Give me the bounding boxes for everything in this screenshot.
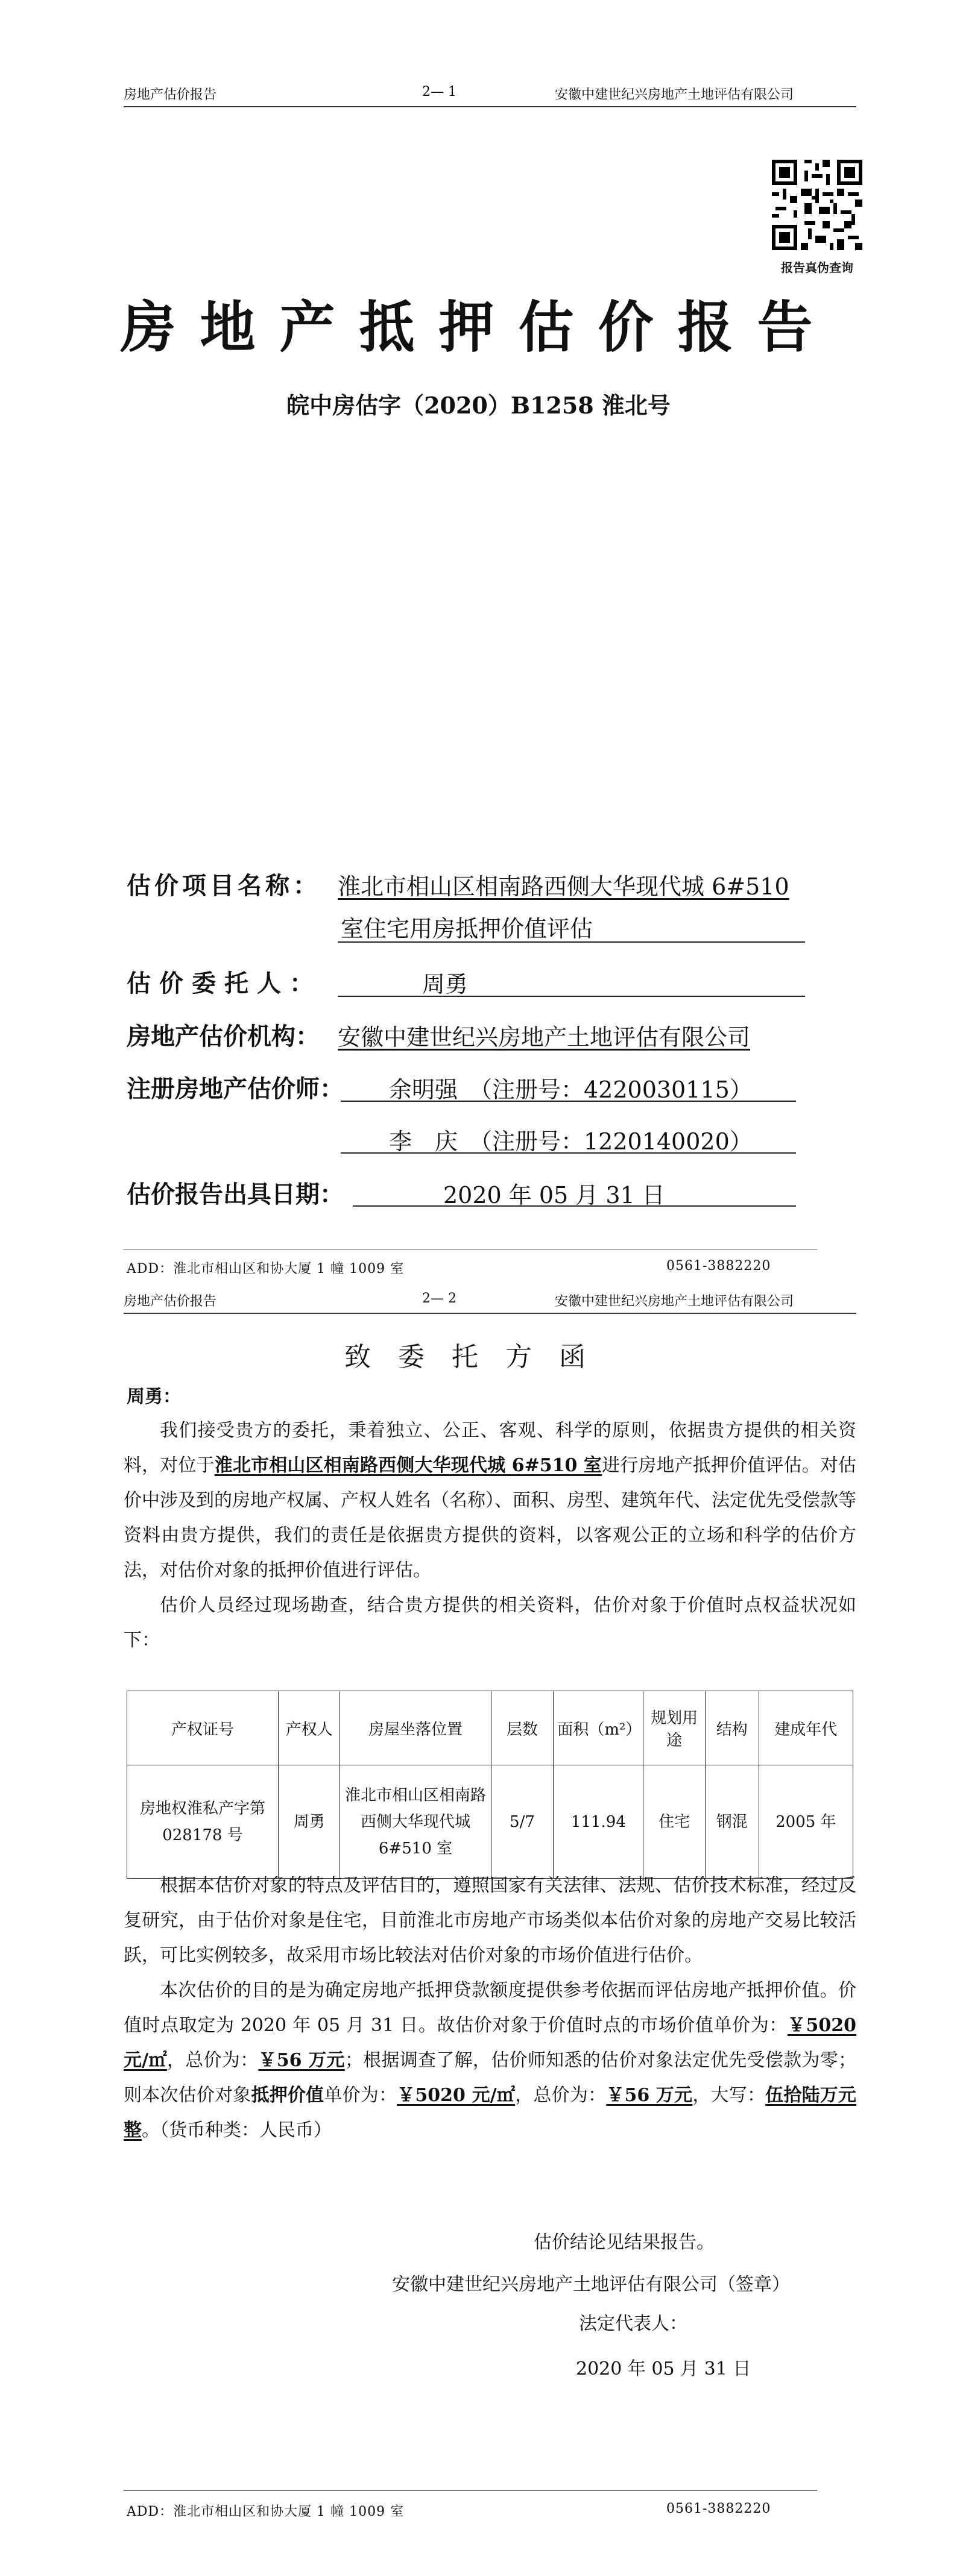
appraiser-1: 余明强 （注册号：4220030115） [389, 1076, 753, 1103]
para4-text-e: 单价为： [324, 2085, 397, 2106]
table-cell: 周勇 [278, 1765, 340, 1879]
appraiser-label: 注册房地产估价师： [127, 1075, 344, 1103]
page2-footer-phone: 0561-3882220 [666, 2501, 771, 2516]
col-header: 规划用途 [643, 1691, 706, 1765]
paragraph-1 [124, 1413, 856, 1658]
qr-label: 报告真伪查询 [781, 260, 853, 275]
page2-header-left: 房地产估价报告 [124, 1294, 217, 1309]
para4-text-f: ，总价为： [515, 2085, 607, 2106]
page1-header-left: 房地产估价报告 [124, 87, 217, 102]
page2-header-right: 安徽中建世纪兴房地产土地评估有限公司 [555, 1294, 794, 1309]
page1-header-page: 2— 1 [422, 84, 456, 99]
report-title: 房地产抵押估价报告 [120, 295, 837, 360]
paragraph-4 [124, 1973, 856, 2148]
report-date-underline [353, 1205, 796, 1207]
table-row [127, 1765, 853, 1879]
page1-footer-phone: 0561-3882220 [666, 1258, 771, 1274]
mortgage-total-price: ￥56 万元 [606, 2085, 693, 2106]
capital-amount: 伍拾陆万元整 [124, 2085, 857, 2141]
page1-header-right: 安徽中建世纪兴房地产土地评估有限公司 [555, 87, 794, 102]
col-header: 层数 [491, 1691, 554, 1765]
para1-text-c: 进行房地产抵押价值评估。对估价中涉及到的房地产权属、产权人姓名（名称）、面积、房型、建筑年代、法定优先受偿款等资料由贵方提供，我们的责任是依据贵方提供的资料，以客观公正的立场和科学的估价方法，对估价对象的抵押价值进行评估。 [124, 1455, 857, 1581]
market-total-price: ￥56 万元 [258, 2050, 345, 2071]
client-value: 周勇 [422, 971, 469, 997]
para4-text-g: ，大写： [692, 2085, 766, 2106]
col-header: 产权人 [278, 1691, 340, 1765]
signer: 安徽中建世纪兴房地产土地评估有限公司（签章） [392, 2274, 790, 2295]
appraiser-2-underline [341, 1152, 796, 1154]
col-header: 产权证号 [127, 1691, 279, 1765]
document-number: 皖中房估字（2020）B1258 淮北号 [286, 392, 671, 419]
col-header: 建成年代 [759, 1691, 853, 1765]
page2-header-rule [124, 1313, 856, 1314]
col-header: 结构 [705, 1691, 759, 1765]
para4-text-a: 本次估价的目的是为确定房地产抵押贷款额度提供参考依据而评估房地产抵押价值。价值时点取定为 2020 年 05 月 31 日。故估价对象于价值时点的市场价值单价为： [124, 1980, 856, 2036]
table-cell: 住宅 [643, 1765, 706, 1879]
paragraph-3-4 [124, 1868, 856, 2148]
table-cell: 房地权淮私产字第 028178 号 [127, 1765, 279, 1879]
sign-date: 2020 年 05 月 31 日 [576, 2358, 751, 2380]
report-date-value: 2020 年 05 月 31 日 [443, 1182, 665, 1208]
para4-text-b: ，总价为： [166, 2050, 259, 2071]
para4-text-c: ；根据调查了解，估价师知悉的估价对象法定优先受偿款为零；则本次估价对象 [124, 2050, 857, 2106]
mortgage-value-label: 抵押价值 [251, 2085, 324, 2106]
project-name-line2: 室住宅用房抵押价值评估 [341, 916, 593, 942]
col-header: 面积（m²） [554, 1691, 643, 1765]
appraiser-2: 李 庆 （注册号：1220140020） [389, 1128, 753, 1155]
project-name-label: 估价项目名称： [127, 872, 321, 900]
project-name-underline [338, 941, 805, 943]
table-cell: 钢混 [705, 1765, 759, 1879]
page1-footer-address: ADD：淮北市相山区和协大厦 1 幢 1009 室 [127, 1261, 405, 1277]
property-table [127, 1691, 853, 1879]
conclusion-note: 估价结论见结果报告。 [534, 2232, 715, 2253]
paragraph-2: 估价人员经过现场勘查，结合贵方提供的相关资料，估价对象于价值时点权益状况如下： [124, 1595, 856, 1651]
table-cell: 淮北市相山区相南路西侧大华现代城 6#510 室 [340, 1765, 491, 1879]
appraiser-1-underline [341, 1101, 796, 1102]
report-date-label: 估价报告出具日期： [127, 1180, 344, 1208]
legal-representative: 法定代表人： [579, 2313, 687, 2334]
qr-code-icon [772, 160, 862, 250]
page2-header-page: 2— 2 [422, 1291, 456, 1306]
client-label: 估价委托人： [127, 969, 322, 997]
letter-title: 致委托方函 [344, 1342, 613, 1372]
table-header-row [127, 1691, 853, 1765]
property-address: 淮北市相山区相南路西侧大华现代城 6#510 室 [214, 1455, 602, 1476]
agency-label: 房地产估价机构： [127, 1022, 320, 1051]
table-cell: 111.94 [554, 1765, 643, 1879]
mortgage-unit-price: ￥5020 元/㎡ [397, 2085, 516, 2106]
page2-footer-rule [124, 2490, 817, 2491]
paragraph-3: 根据本估价对象的特点及评估目的，遵照国家有关法律、法规、估价技术标准，经过反复研究，由于估价对象是住宅，目前淮北市房地产市场类似本估价对象的房地产交易比较活跃，可比实例较多，故采用市场比较法对估价对象的市场价值进行估价。 [124, 1875, 856, 1966]
client-underline [338, 996, 805, 997]
table-cell: 2005 年 [759, 1765, 853, 1879]
agency-value: 安徽中建世纪兴房地产土地评估有限公司 [338, 1024, 751, 1051]
col-header: 房屋坐落位置 [340, 1691, 491, 1765]
page2-footer-address: ADD：淮北市相山区和协大厦 1 幢 1009 室 [127, 2504, 405, 2519]
para1-text-a: 我们接受贵方的委托，秉着独立、公正、客观、科学的原则，依据贵方提供的相关资料，对位于 [124, 1420, 856, 1476]
para4-text-h: 。（货币种类：人民币） [142, 2120, 332, 2141]
page1-header-rule [124, 106, 856, 107]
table-cell: 5/7 [491, 1765, 554, 1879]
market-unit-price: ￥5020 元/㎡ [124, 2015, 856, 2071]
project-name-line1: 淮北市相山区相南路西侧大华现代城 6#510 [338, 873, 789, 900]
salutation: 周勇： [127, 1386, 181, 1407]
